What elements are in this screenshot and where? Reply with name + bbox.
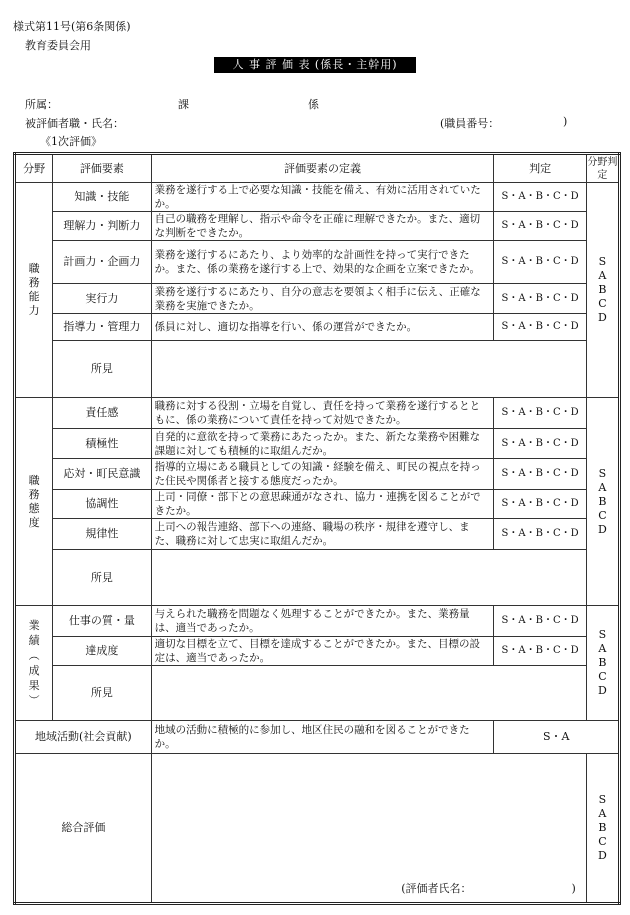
grade-selector[interactable]: S・A・B・C・D <box>494 284 586 314</box>
remarks-row <box>15 341 620 398</box>
section-grade-performance[interactable]: S A B C D <box>586 606 619 721</box>
remarks-label: 所見 <box>53 666 151 721</box>
table-row <box>15 398 620 429</box>
element-definition: 自己の職務を理解し、指示や命令を正確に理解できたか。また、適切な判断をできたか。 <box>151 212 494 241</box>
element-definition: 指導的立場にある職員としての知識・経験を備え、町民の視点を持った住民や関係者と接する態度だったか。 <box>151 459 494 490</box>
grade-selector[interactable]: S・A・B・C・D <box>494 637 586 666</box>
grade-selector[interactable]: S・A・B・C・D <box>494 398 586 429</box>
overall-comment-field[interactable] <box>151 754 586 904</box>
element-label: 仕事の質・量 <box>53 606 151 637</box>
grade-selector[interactable]: S・A・B・C・D <box>494 314 586 341</box>
grade-selector[interactable]: S・A・B・C・D <box>494 241 586 284</box>
element-label: 積極性 <box>53 429 151 459</box>
evaluator-label: (評価者氏名： <box>401 882 472 895</box>
community-definition: 地域の活動に積極的に参加し、地区住民の融和を図ることができたか。 <box>151 721 494 754</box>
community-row <box>15 721 620 754</box>
overall-row <box>15 754 620 904</box>
element-definition: 与えられた職務を問題なく処理することができたか。また、業務量は、適当であったか。 <box>151 606 494 637</box>
table-row <box>15 429 620 459</box>
grade-selector[interactable]: S・A・B・C・D <box>494 429 586 459</box>
section-grade-attitude[interactable]: S A B C D <box>586 398 619 606</box>
section-label: 課 <box>178 98 189 111</box>
table-row <box>15 519 620 550</box>
remarks-field[interactable] <box>151 666 586 721</box>
table-row <box>15 637 620 666</box>
element-definition: 業務を遂行するにあたり、自分の意志を要領よく相手に伝え、正確な業務を実施できたか。 <box>151 284 494 314</box>
grade-selector[interactable]: S・A・B・C・D <box>494 212 586 241</box>
element-label: 実行力 <box>53 284 151 314</box>
evaluator-signature[interactable] <box>401 882 576 896</box>
grade-selector[interactable]: S・A・B・C・D <box>494 490 586 519</box>
evaluatee-label: 被評価者職・氏名： <box>25 117 124 130</box>
evaluation-phase: 《1次評価》 <box>40 135 102 148</box>
table-row <box>15 212 620 241</box>
overall-label: 総合評価 <box>15 754 152 904</box>
header-field-judgment: 分野判定 <box>586 154 619 183</box>
remarks-row <box>15 550 620 606</box>
header-element: 評価要素 <box>53 154 151 183</box>
evaluation-table <box>13 152 621 905</box>
staff-number-label: (職員番号： <box>440 117 500 130</box>
element-label: 理解力・判断力 <box>53 212 151 241</box>
element-definition: 業務を遂行する上で必要な知識・技能を備え、有効に活用されていたか。 <box>151 183 494 212</box>
remarks-field[interactable] <box>151 341 586 398</box>
table-row <box>15 459 620 490</box>
section-name-attitude: 職 務 態 度 <box>15 398 53 606</box>
header-definition: 評価要素の定義 <box>151 154 494 183</box>
table-row <box>15 183 620 212</box>
element-definition: 係員に対し、適切な指導を行い、係の運営ができたか。 <box>151 314 494 341</box>
remarks-label: 所見 <box>53 341 151 398</box>
grade-selector[interactable]: S・A・B・C・D <box>494 606 586 637</box>
table-row <box>15 241 620 284</box>
overall-grade[interactable]: S A B C D <box>586 754 619 904</box>
document-title: 人 事 評 価 表 (係長・主幹用) <box>214 57 416 73</box>
element-definition: 上司・同僚・部下との意思疎通がなされ、協力・連携を図ることができたか。 <box>151 490 494 519</box>
section-name-performance: 業 績 ︵ 成 果 ︶ <box>15 606 53 721</box>
community-label: 地域活動(社会貢献) <box>15 721 152 754</box>
section-grade-ability[interactable]: S A B C D <box>586 183 619 398</box>
element-label: 責任感 <box>53 398 151 429</box>
audience-label: 教育委員会用 <box>25 39 91 52</box>
element-label: 知識・技能 <box>53 183 151 212</box>
subsection-label: 係 <box>308 98 319 111</box>
element-label: 応対・町民意識 <box>53 459 151 490</box>
table-row <box>15 606 620 637</box>
element-label: 指導力・管理力 <box>53 314 151 341</box>
table-row <box>15 490 620 519</box>
element-label: 規律性 <box>53 519 151 550</box>
header-field: 分野 <box>15 154 53 183</box>
element-definition: 上司への報告連絡、部下への連絡、職場の秩序・規律を遵守し、また、職務に対して忠実に取組んだか。 <box>151 519 494 550</box>
grade-selector[interactable]: S・A・B・C・D <box>494 183 586 212</box>
remarks-field[interactable] <box>151 550 586 606</box>
grade-selector[interactable]: S・A・B・C・D <box>494 459 586 490</box>
element-label: 計画力・企画力 <box>53 241 151 284</box>
table-row <box>15 314 620 341</box>
element-definition: 職務に対する役割・立場を自覚し、責任を持って業務を遂行するとともに、係の業務について責任を持って対処できたか。 <box>151 398 494 429</box>
element-label: 達成度 <box>53 637 151 666</box>
element-definition: 適切な目標を立て、目標を達成することができたか。また、目標の設定は、適当であったか。 <box>151 637 494 666</box>
staff-number-close: ) <box>563 115 568 128</box>
grade-selector[interactable]: S・A・B・C・D <box>494 519 586 550</box>
evaluator-close: ) <box>571 882 576 895</box>
table-header-row <box>15 154 620 183</box>
element-definition: 自発的に意欲を持って業務にあたったか。また、新たな業務や困難な課題に対しても積極的に取組んだか。 <box>151 429 494 459</box>
remarks-row <box>15 666 620 721</box>
section-name-ability: 職 務 能 力 <box>15 183 53 398</box>
header-judgment: 判定 <box>494 154 586 183</box>
element-definition: 業務を遂行するにあたり、より効率的な計画性を持って実行できたか。また、係の業務を遂行する上で、効果的な企画を立案できたか。 <box>151 241 494 284</box>
remarks-label: 所見 <box>53 550 151 606</box>
table-row <box>15 284 620 314</box>
element-label: 協調性 <box>53 490 151 519</box>
community-grade-selector[interactable]: S・A <box>494 721 620 754</box>
affiliation-label: 所属： <box>25 98 58 111</box>
form-number: 様式第11号(第6条関係) <box>13 20 131 33</box>
